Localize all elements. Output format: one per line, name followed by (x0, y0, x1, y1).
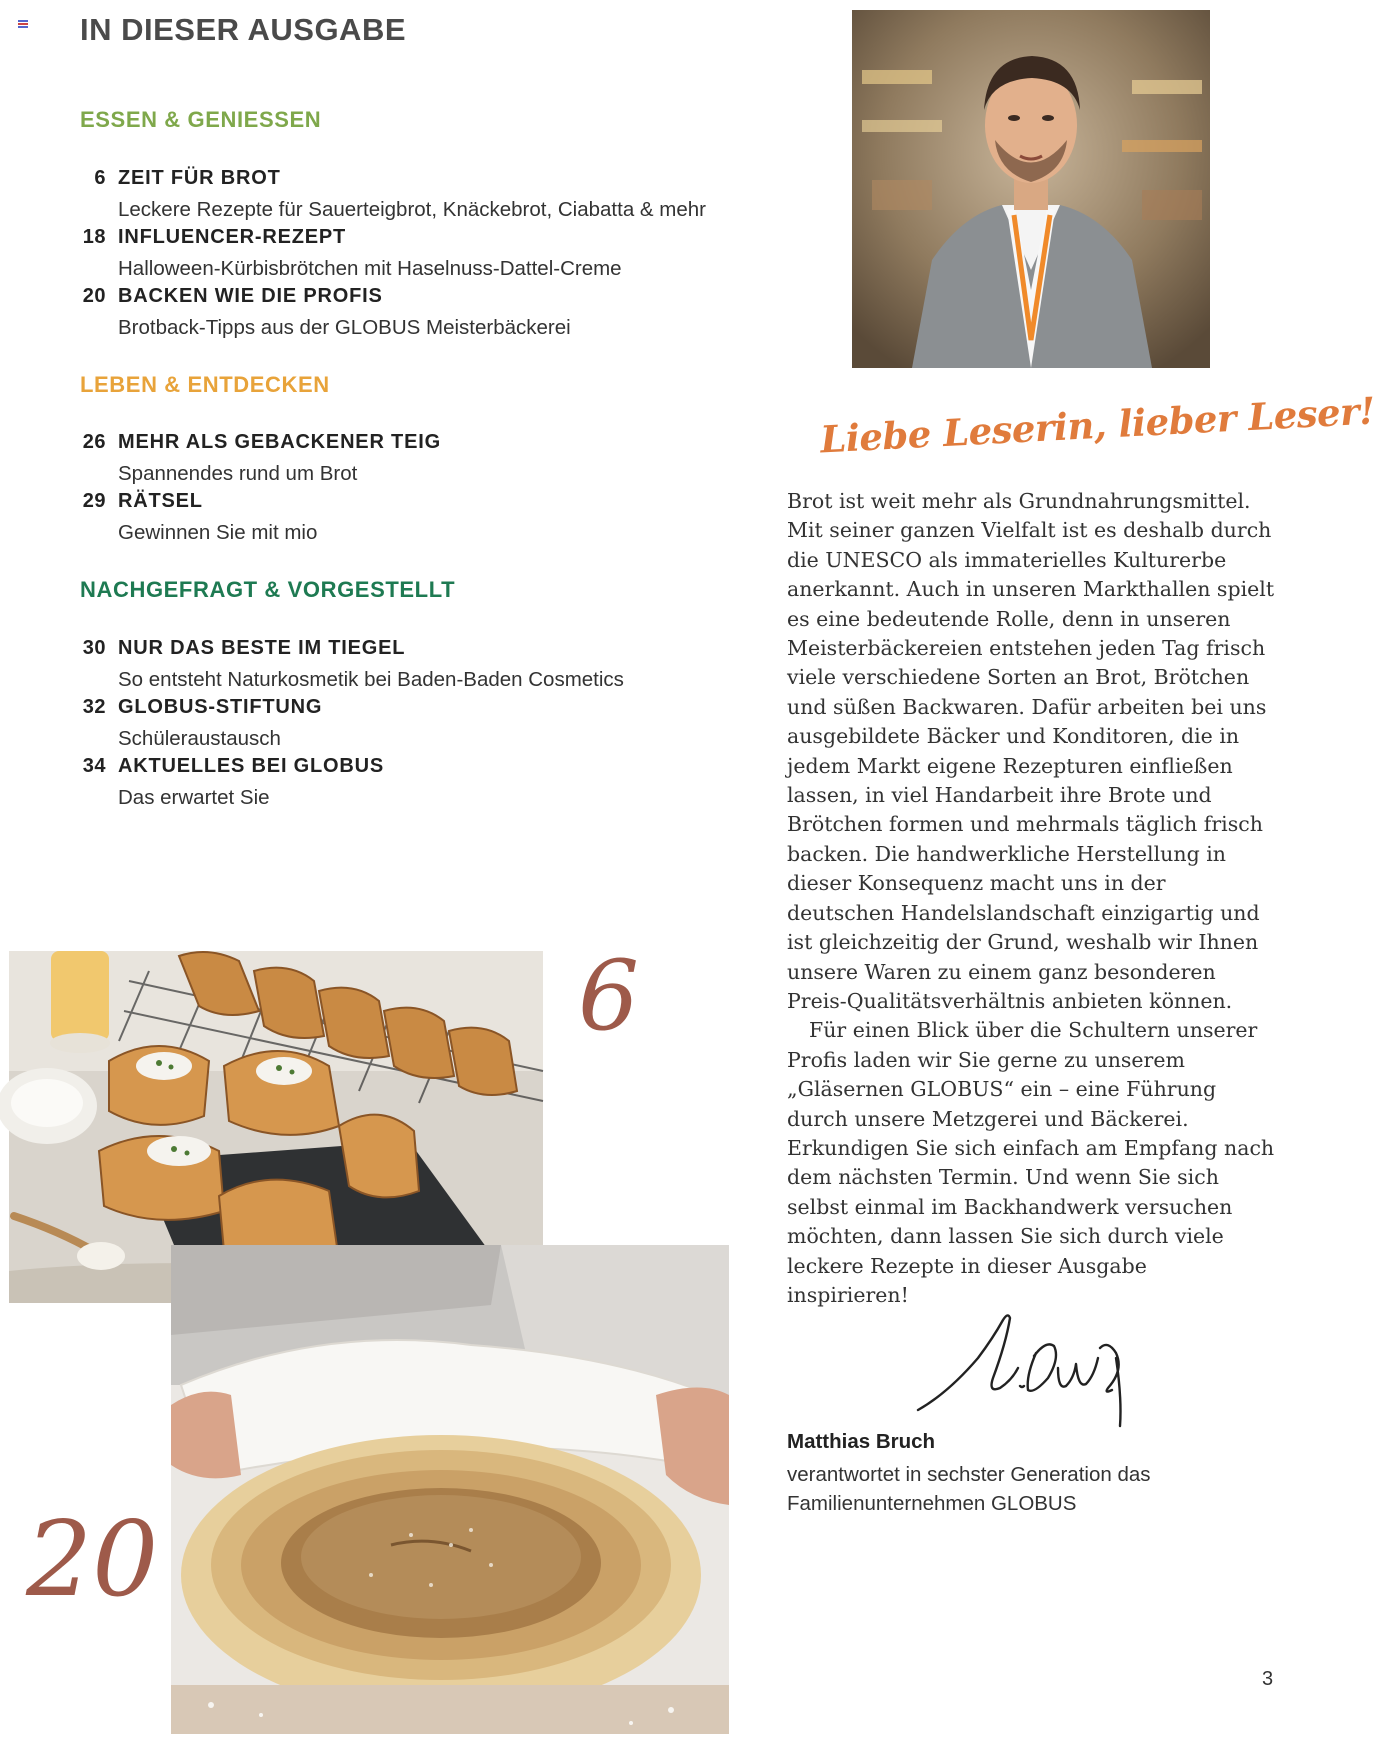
toc-item[interactable] (70, 490, 750, 545)
toc-page-number: 32 (82, 696, 106, 718)
section-heading-nachgefragt: NACHGEFRAGT & VORGESTELLT (80, 577, 456, 602)
toc-subtitle: Das erwartet Sie (118, 786, 270, 809)
author-portrait (852, 10, 1210, 368)
editorial-greeting: Liebe Leserin, lieber Leser! (819, 388, 1376, 462)
editorial-paragraph: Brot ist weit mehr als Grundnahrungsmittel. Mit seiner ganzen Vielfalt ist es deshalb durch die UNESCO als immaterielles Kulturerbe anerkannt. Auch in unseren Markthallen spielt es eine bedeutende Rolle, denn in unseren Meisterbäckereien entstehen jeden Tag frisch viele verschiedene Sorten an Brot, Brötchen und süßen Backwaren. Dafür arbeiten bei uns ausgebildete Bäcker und Konditoren, die in jedem Markt eigene Rezepturen einfließen lassen, in viel Handarbeit ihre Brote und Brötchen formen und mehrmals täglich frisch backen. Die handwerkliche Herstellung in dieser Konsequenz macht uns in der deutschen Handelslandschaft einzigartig und ist gleichzeitig der Grund, weshalb wir Ihnen unsere Waren zu einem ganz besonderen Preis-Qualitätsverhältnis anbieten können. (787, 489, 1275, 1013)
toc-title: BACKEN WIE DIE PROFIS (118, 285, 383, 307)
toc-title: MEHR ALS GEBACKENER TEIG (118, 431, 441, 453)
toc-item[interactable] (70, 167, 750, 222)
toc-title: INFLUENCER-REZEPT (118, 226, 347, 248)
toc-page-number: 6 (94, 167, 106, 189)
toc-page-number: 20 (82, 285, 106, 307)
portrait-illustration (852, 10, 1210, 368)
editorial-text (787, 487, 1275, 1310)
section-heading-leben: LEBEN & ENTDECKEN (80, 372, 330, 397)
handwritten-signature (908, 1298, 1138, 1428)
page-number: 3 (1262, 1668, 1274, 1690)
toc-item[interactable] (70, 637, 750, 692)
bread-illustration (171, 1245, 729, 1734)
editorial-paragraph: Für einen Blick über die Schultern unserer Profis laden wir Sie gerne zu unserem „Gläsernen GLOBUS“ ein – eine Führung durch unsere Metzgerei und Bäckerei. Erkundigen Sie sich einfach am Empfang nach dem nächsten Termin. Und wenn Sie sich selbst einmal im Backhandwerk versuchen möchten, dann lassen Sie sich durch viele leckere Rezepte in dieser Ausgabe inspirieren! (787, 1018, 1275, 1307)
toc-item[interactable] (70, 755, 750, 810)
toc-title: AKTUELLES BEI GLOBUS (118, 755, 385, 777)
toc-page-number: 18 (82, 226, 106, 248)
toc-title: GLOBUS-STIFTUNG (118, 696, 323, 718)
toc-subtitle: Halloween-Kürbisbrötchen mit Haselnuss-Dattel-Creme (118, 257, 622, 280)
page-title: IN DIESER AUSGABE (80, 12, 407, 47)
toc-page-number: 29 (82, 490, 106, 512)
photo-page-ref: 6 (578, 940, 640, 1052)
toc-item[interactable] (70, 431, 750, 486)
toc-item[interactable] (70, 696, 750, 751)
menu-icon[interactable] (18, 20, 28, 28)
author-role: verantwortet in sechster Generation das Familienunternehmen GLOBUS (787, 1463, 1151, 1515)
toc-title: ZEIT FÜR BROT (118, 167, 281, 189)
toc-subtitle: Schüleraustausch (118, 727, 281, 750)
toc-item[interactable] (70, 285, 750, 340)
toc-page-number: 26 (82, 431, 106, 453)
toc-subtitle: Gewinnen Sie mit mio (118, 521, 318, 544)
signature (908, 1298, 1138, 1433)
toc-item[interactable] (70, 226, 750, 281)
toc-subtitle: Leckere Rezepte für Sauerteigbrot, Knäckebrot, Ciabatta & mehr (118, 198, 706, 221)
toc-title: NUR DAS BESTE IM TIEGEL (118, 637, 406, 659)
toc-page-number: 30 (82, 637, 106, 659)
toc-subtitle: So entsteht Naturkosmetik bei Baden-Baden Cosmetics (118, 668, 624, 691)
toc-subtitle: Spannendes rund um Brot (118, 462, 358, 485)
section-heading-essen: ESSEN & GENIESSEN (80, 107, 322, 132)
toc-subtitle: Brotback-Tipps aus der GLOBUS Meisterbäckerei (118, 316, 571, 339)
bread-basket-photo (171, 1245, 729, 1734)
author-name: Matthias Bruch (787, 1430, 936, 1453)
photo-page-ref: 20 (26, 1498, 159, 1620)
toc-title: RÄTSEL (118, 490, 203, 512)
toc-page-number: 34 (82, 755, 106, 777)
